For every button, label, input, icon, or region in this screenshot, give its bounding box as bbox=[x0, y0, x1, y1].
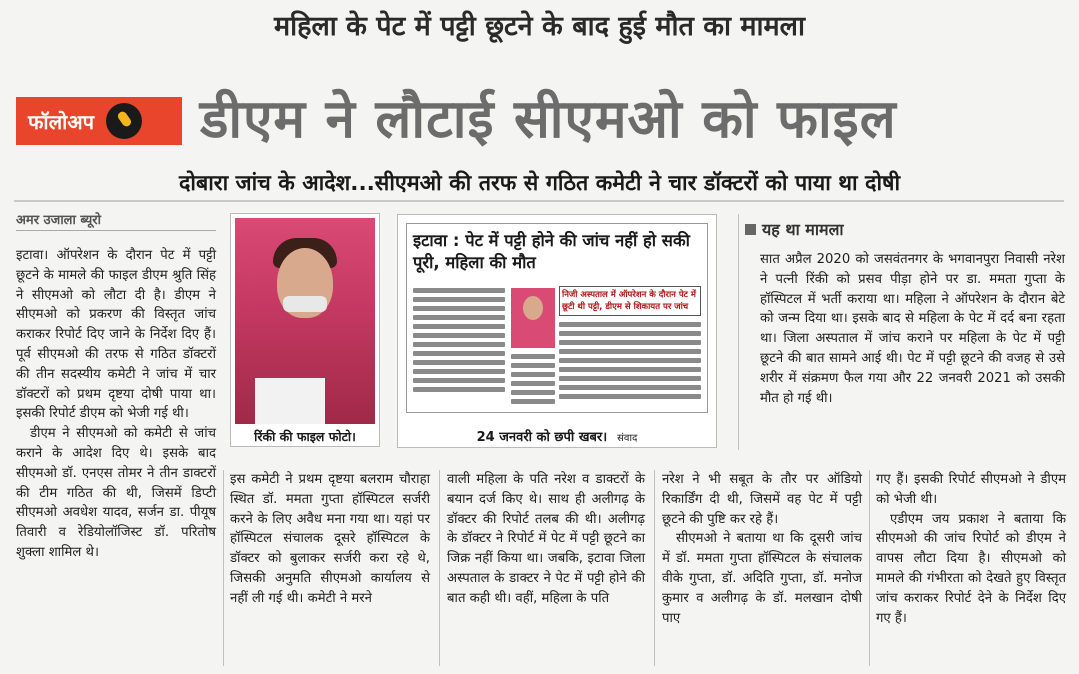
photo-caption: रिंकी की फाइल फोटो। bbox=[254, 429, 356, 444]
followup-badge bbox=[16, 97, 182, 145]
microphone-icon bbox=[106, 103, 142, 139]
column-divider bbox=[738, 214, 739, 450]
photo-frame bbox=[230, 213, 380, 447]
woman-photo bbox=[235, 218, 375, 424]
byline: अमर उजाला ब्यूरो bbox=[16, 213, 101, 228]
article-column-5 bbox=[876, 470, 1066, 628]
column-divider bbox=[869, 470, 870, 666]
column-divider bbox=[439, 470, 440, 666]
article-column-3: वाली महिला के पति नरेश व डाक्टरों के बयान दर्ज किए थे। साथ ही अलीगढ़ के डॉक्टर की रिपोर्ट तलब की थी। अलीगढ़ के डॉक्टर ने रिपोर्ट में पेट में पट्टी छूटने का जिक्र नहीं किया था। जबकि, इटावा जिला अस्पताल के डाक्टर ने पेट में पट्टी होने की बात कही थी। वहीं, महिला के पति bbox=[447, 472, 645, 606]
kicker-headline: महिला के पेट में पट्टी छूटने के बाद हुई मौत का मामला bbox=[274, 11, 805, 42]
column-divider bbox=[654, 470, 655, 666]
clipping-caption-text: 24 जनवरी को छपी खबर। bbox=[476, 430, 608, 445]
paragraph: डीएम ने सीएमओ को कमेटी से जांच कराने के आदेश दिए थे। इसके बाद सीएमओ डॉ. एनएस तोमर ने तीन डाक्टरों की टीम गठित की थी, जिसमें डिप्टी सीएमओ अवधेश यादव, सर्जन डा. पीयूष तिवारी व रेडियोलॉजिस्ट डॉ. परितोष शुक्ला शामिल थे। bbox=[16, 426, 216, 560]
paragraph: सीएमओ ने बताया था कि दूसरी जांच में डॉ. ममता गुप्ता हॉस्पिटल के संचालक वीके गुप्ता, डॉ. अदिति गुप्ता, डॉ. मनोज कुमार व अलीगढ़ के डॉ. मलखान दोषी पाए bbox=[662, 531, 862, 626]
clipping-body bbox=[413, 286, 701, 408]
clipping-credit: संवाद bbox=[617, 433, 638, 444]
clipping-image bbox=[406, 223, 708, 413]
clipping-headline: इटावा : पेट में पट्टी होने की जांच नहीं हो सकी पूरी, महिला की मौत bbox=[413, 231, 690, 272]
paragraph: गए हैं। इसकी रिपोर्ट सीएमओ ने डीएम को भेजी थी। bbox=[876, 472, 1066, 507]
article-column-2: इस कमेटी ने प्रथम दृष्टया बलराम चौराहा स्थित डॉ. ममता गुप्ता हॉस्पिटल सर्जरी करने के लिए अवैध मना गया था। यहां पर हॉस्पिटल संचालक दूसरे हॉस्पिटल के डॉक्टर को बुलाकर सर्जरी करा रहे थे, जिसकी अनुमति सीएमओ कार्यालय से नहीं ली गई थी। कमेटी ने मरने bbox=[230, 472, 430, 606]
paragraph: एडीएम जय प्रकाश ने बताया कि सीएमओ की जांच रिपोर्ट को डीएम ने वापस लौटा दिया है। सीएमओ को मामले की गंभीरता को देखते हुए विस्तृत जांच कराकर रिपोर्ट देने के निर्देश दिए गए हैं। bbox=[876, 511, 1066, 626]
sidebar-heading bbox=[745, 218, 844, 240]
clipping-photo bbox=[511, 288, 555, 348]
sidebar-text: सात अप्रैल 2020 को जसवंतनगर के भगवानपुरा निवासी नरेश ने पत्नी रिंकी को प्रसव पीड़ा होने पर डा. ममता गुप्ता के हॉस्पिटल में भर्ती कराया था। महिला ने ऑपरेशन के दौरान बेटे को जन्म दिया था। इसके बाद से महिला के पेट में दर्द बना रहता था। जिला अस्पताल में जांच कराने पर महिला के पेट में पट्टी छूटने की बात सामने आई थी। पेट में पट्टी छूटने की वजह से उसे शरीर में संक्रमण फैल गया और 22 जनवरी 2021 को उसकी मौत हो गई थी। bbox=[760, 252, 1065, 406]
followup-label: फॉलोअप bbox=[28, 109, 94, 134]
paragraph: नरेश ने भी सबूत के तौर पर ऑडियो रिकार्डिंग दी थी, जिसमें वह पेट में पट्टी छूटने की पुष्टि कर रहे हैं। bbox=[662, 472, 862, 527]
main-headline: डीएम ने लौटाई सीएमओ को फाइल bbox=[200, 89, 897, 150]
clipping-caption bbox=[398, 427, 716, 445]
column-divider bbox=[223, 470, 224, 666]
news-clipping bbox=[397, 214, 717, 448]
paragraph: इटावा। ऑपरेशन के दौरान पेट में पट्टी छूटने के मामले की फाइल डीएम श्रुति सिंह ने सीएमओ को लौटा दी है। डीएम ने सीएमओ को प्रकरण की विस्तृत जांच कराकर रिपोर्ट दिए जाने के निर्देश दिए हैं। पूर्व सीएमओ की तरफ से गठित डॉक्टरों की तीन सदस्यीय कमेटी ने जांच में चार डॉक्टरों को प्रथम दृष्टया दोषी पाया था। इसकी रिपोर्ट डीएम को भेजी गई थी। bbox=[16, 248, 216, 422]
divider bbox=[14, 200, 1064, 202]
article-column-1 bbox=[16, 246, 216, 563]
sidebar-heading-text: यह था मामला bbox=[762, 220, 844, 239]
divider bbox=[16, 230, 216, 231]
subheadline: दोबारा जांच के आदेश...सीएमओ की तरफ से गठित कमेटी ने चार डॉक्टरों को पाया था दोषी bbox=[178, 171, 901, 196]
clipping-highlight: निजी अस्पताल में ऑपरेशन के दौरान पेट में छूटी थी पट्टी, डीएम से शिकायत पर जांच bbox=[559, 286, 701, 316]
square-bullet-icon bbox=[745, 224, 756, 235]
article-column-4 bbox=[662, 470, 862, 628]
